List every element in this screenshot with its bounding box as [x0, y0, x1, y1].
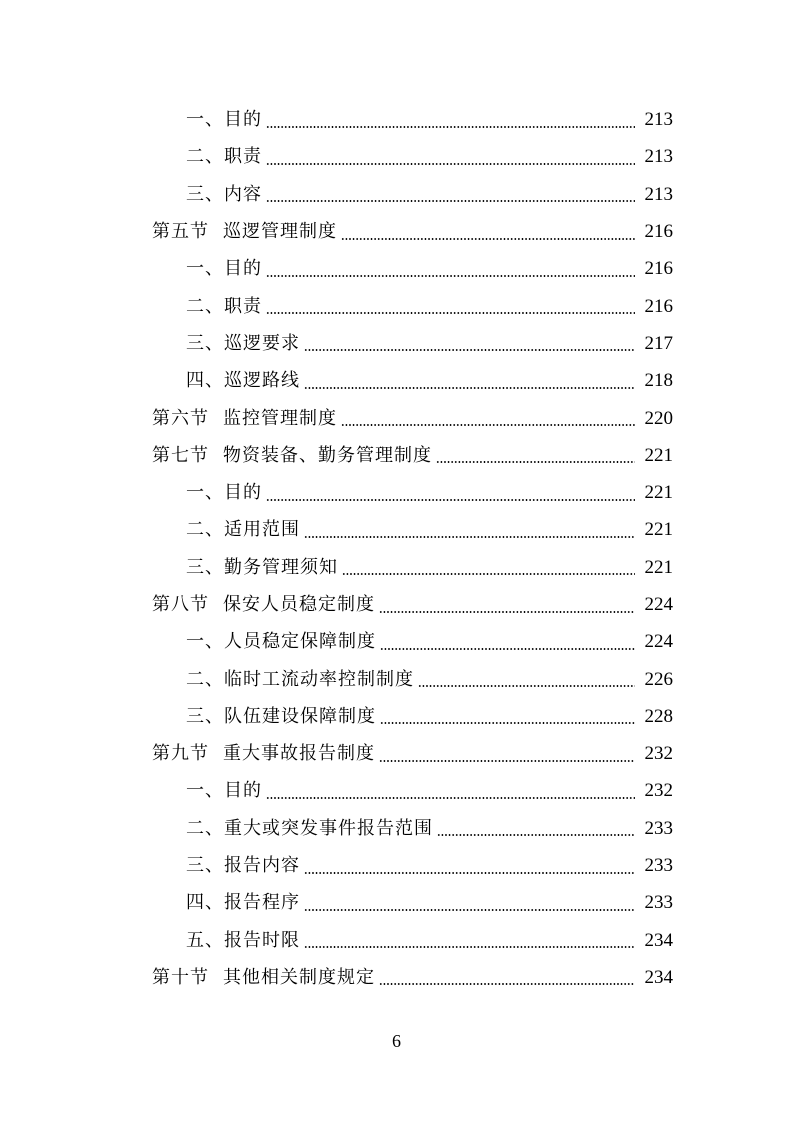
toc-dot-leader [418, 685, 635, 687]
toc-dot-leader [304, 536, 635, 538]
toc-entry-number: 二、 [186, 817, 224, 839]
toc-dot-leader [380, 722, 635, 724]
toc-dot-leader [304, 349, 635, 351]
toc-entry-number: 二、 [186, 295, 224, 317]
toc-entry-title: 监控管理制度 [223, 407, 337, 429]
toc-dot-leader [379, 611, 635, 613]
toc-entry-number: 一、 [186, 631, 224, 653]
toc-entry-page: 221 [644, 444, 673, 466]
toc-entry-title: 适用范围 [224, 519, 300, 541]
toc-subsection-entry[interactable] [0, 623, 793, 660]
toc-section-entry[interactable] [0, 735, 793, 772]
toc-entry-title: 报告内容 [224, 855, 300, 877]
toc-subsection-entry[interactable] [0, 176, 793, 213]
toc-entry-title: 报告时限 [224, 929, 300, 951]
toc-entry-page: 221 [644, 556, 673, 578]
toc-entry-number: 第五节 [152, 221, 209, 243]
toc-section-entry[interactable] [0, 213, 793, 250]
toc-entry-number: 第九节 [152, 743, 209, 765]
toc-entry-page: 216 [644, 258, 673, 280]
toc-entry-title: 目的 [224, 780, 262, 802]
toc-dot-leader [436, 461, 635, 463]
toc-entry-title: 勤务管理须知 [224, 556, 338, 578]
toc-entry-number: 三、 [186, 705, 224, 727]
toc-dot-leader [304, 909, 635, 911]
toc-subsection-entry[interactable] [0, 884, 793, 921]
toc-entry-title: 职责 [224, 146, 262, 168]
toc-entry-title: 职责 [224, 295, 262, 317]
toc-entry-title: 巡逻管理制度 [223, 221, 337, 243]
toc-entry-number: 一、 [186, 258, 224, 280]
toc-subsection-entry[interactable] [0, 101, 793, 138]
toc-dot-leader [304, 872, 635, 874]
table-of-contents [0, 101, 793, 996]
toc-entry-number: 二、 [186, 519, 224, 541]
toc-entry-number: 四、 [186, 892, 224, 914]
toc-entry-number: 第七节 [152, 444, 209, 466]
toc-entry-page: 232 [644, 780, 673, 802]
toc-entry-title: 内容 [224, 183, 262, 205]
toc-entry-number: 四、 [186, 370, 224, 392]
toc-entry-title: 人员稳定保障制度 [224, 631, 376, 653]
toc-subsection-entry[interactable] [0, 287, 793, 324]
toc-entry-number: 一、 [186, 780, 224, 802]
toc-section-entry[interactable] [0, 959, 793, 996]
toc-entry-page: 213 [644, 109, 673, 131]
toc-entry-title: 目的 [224, 258, 262, 280]
toc-subsection-entry[interactable] [0, 362, 793, 399]
toc-entry-page: 234 [644, 929, 673, 951]
toc-subsection-entry[interactable] [0, 549, 793, 586]
toc-entry-title: 巡逻路线 [224, 370, 300, 392]
toc-entry-page: 213 [644, 146, 673, 168]
toc-entry-number: 第十节 [152, 966, 209, 988]
toc-dot-leader [266, 499, 635, 501]
toc-subsection-entry[interactable] [0, 810, 793, 847]
toc-entry-title: 其他相关制度规定 [223, 966, 375, 988]
toc-entry-number: 一、 [186, 109, 224, 131]
toc-dot-leader [266, 797, 635, 799]
toc-entry-title: 巡逻要求 [224, 332, 300, 354]
toc-entry-page: 221 [644, 519, 673, 541]
toc-subsection-entry[interactable] [0, 138, 793, 175]
toc-entry-number: 三、 [186, 332, 224, 354]
toc-entry-page: 221 [644, 482, 673, 504]
toc-entry-number: 一、 [186, 482, 224, 504]
toc-entry-page: 213 [644, 183, 673, 205]
toc-section-entry[interactable] [0, 437, 793, 474]
toc-entry-number: 二、 [186, 668, 224, 690]
toc-entry-title: 临时工流动率控制制度 [224, 668, 414, 690]
toc-dot-leader [304, 387, 635, 389]
toc-entry-number: 三、 [186, 556, 224, 578]
toc-entry-title: 目的 [224, 109, 262, 131]
toc-entry-number: 三、 [186, 855, 224, 877]
toc-subsection-entry[interactable] [0, 698, 793, 735]
toc-entry-page: 226 [644, 668, 673, 690]
toc-dot-leader [266, 163, 635, 165]
toc-section-entry[interactable] [0, 399, 793, 436]
toc-entry-page: 233 [644, 817, 673, 839]
toc-entry-title: 重大事故报告制度 [223, 743, 375, 765]
toc-entry-page: 233 [644, 855, 673, 877]
toc-dot-leader [380, 648, 635, 650]
toc-entry-page: 218 [644, 370, 673, 392]
toc-entry-number: 五、 [186, 929, 224, 951]
toc-entry-title: 报告程序 [224, 892, 300, 914]
toc-dot-leader [266, 200, 635, 202]
toc-dot-leader [379, 760, 635, 762]
toc-subsection-entry[interactable] [0, 511, 793, 548]
toc-entry-page: 224 [644, 631, 673, 653]
page-number: 6 [392, 1031, 401, 1051]
toc-subsection-entry[interactable] [0, 922, 793, 959]
toc-dot-leader [304, 946, 635, 948]
toc-entry-page: 224 [644, 594, 673, 615]
toc-entry-page: 220 [644, 407, 673, 429]
toc-dot-leader [266, 275, 635, 277]
toc-subsection-entry[interactable] [0, 474, 793, 511]
toc-entry-page: 228 [644, 705, 673, 727]
toc-entry-page: 217 [644, 332, 673, 354]
toc-subsection-entry[interactable] [0, 847, 793, 884]
toc-entry-number: 二、 [186, 146, 224, 168]
toc-dot-leader [437, 834, 635, 836]
toc-entry-page: 234 [644, 966, 673, 988]
toc-dot-leader [341, 424, 635, 426]
toc-dot-leader [341, 238, 635, 240]
toc-entry-title: 物资装备、勤务管理制度 [223, 444, 432, 466]
toc-dot-leader [379, 983, 635, 985]
toc-entry-title: 重大或突发事件报告范围 [224, 817, 433, 839]
toc-entry-title: 目的 [224, 482, 262, 504]
toc-entry-page: 216 [644, 295, 673, 317]
toc-subsection-entry[interactable] [0, 772, 793, 809]
toc-entry-title: 队伍建设保障制度 [224, 705, 376, 727]
toc-dot-leader [266, 126, 635, 128]
toc-subsection-entry[interactable] [0, 660, 793, 697]
toc-entry-number: 第八节 [152, 594, 209, 615]
toc-entry-number: 第六节 [152, 407, 209, 429]
toc-entry-page: 232 [644, 743, 673, 765]
toc-entry-number: 三、 [186, 183, 224, 205]
toc-entry-page: 216 [644, 221, 673, 243]
toc-subsection-entry[interactable] [0, 325, 793, 362]
toc-entry-page: 233 [644, 892, 673, 914]
toc-subsection-entry[interactable] [0, 250, 793, 287]
toc-section-entry[interactable] [0, 586, 793, 623]
toc-entry-title: 保安人员稳定制度 [223, 594, 375, 615]
toc-dot-leader [342, 573, 635, 575]
toc-dot-leader [266, 312, 635, 314]
